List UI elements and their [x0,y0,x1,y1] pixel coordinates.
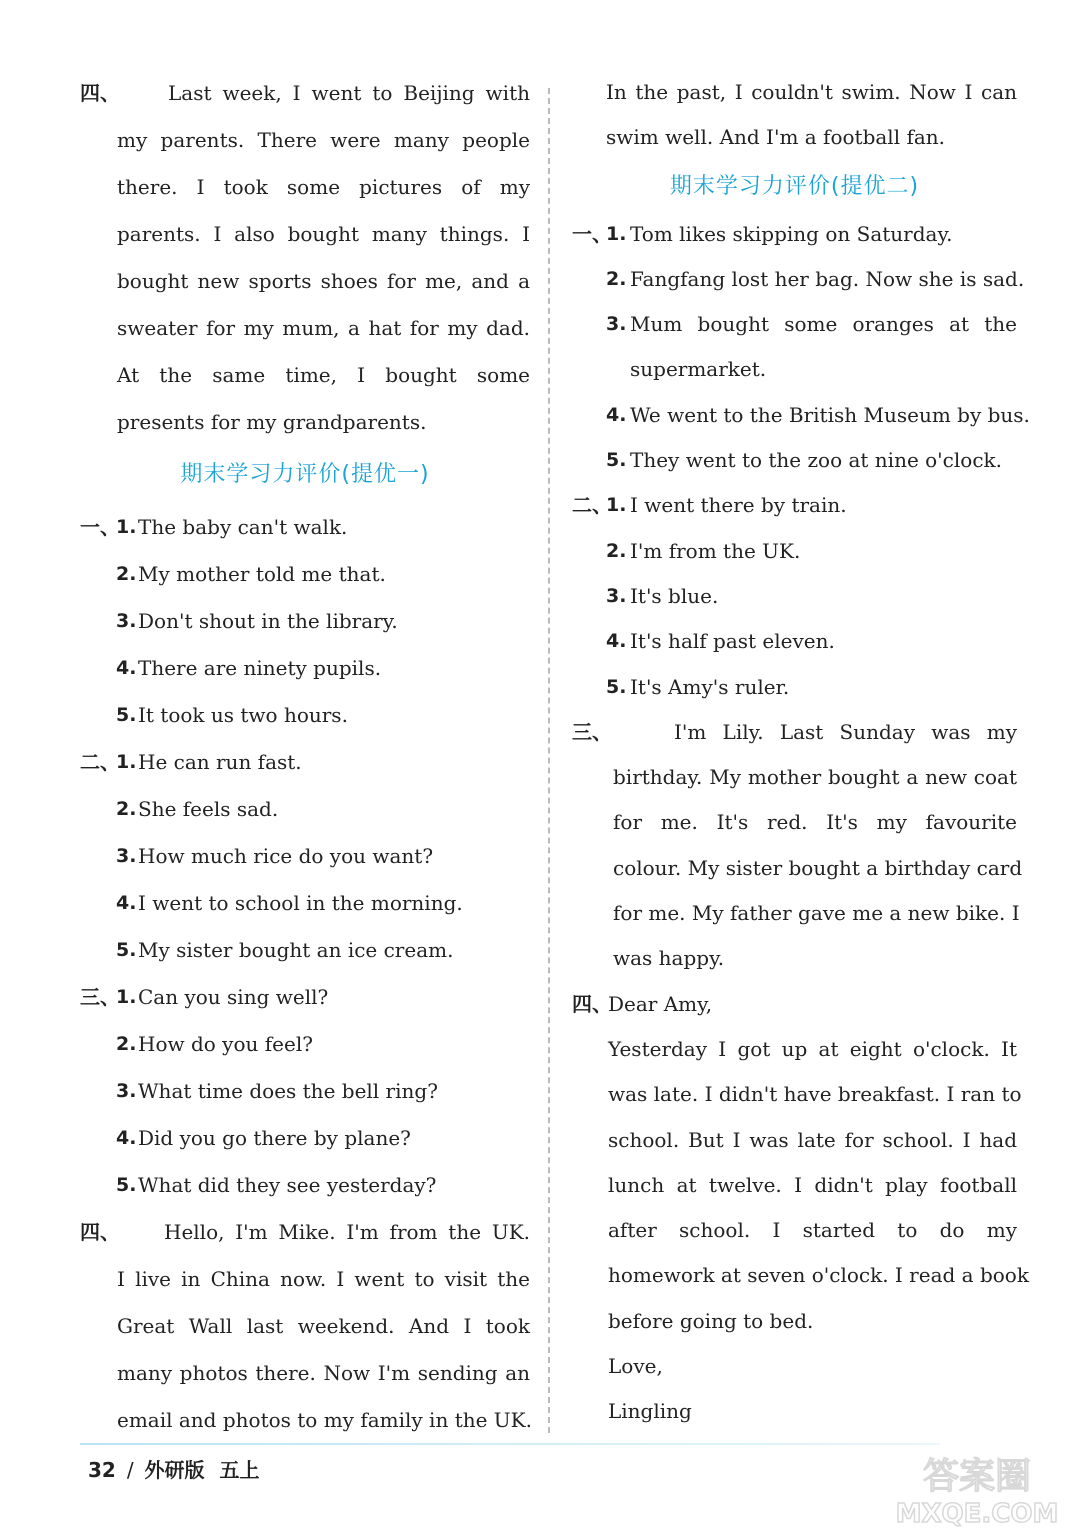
item-number: 4. [116,657,137,679]
answer-text: The baby can't walk. [138,515,348,539]
passage-line: bought new sports shoes for me, and a [117,269,530,293]
answer-text: I went there by train. [630,493,847,518]
passage-line: for me. It's red. It's my favourite [613,810,1017,835]
item-number: 2. [606,539,627,562]
item-number: 5. [116,704,137,726]
page-number: 32 [88,1458,116,1482]
passage-line: homework at seven o'clock. I read a book [608,1263,1029,1288]
passage-line: I'm Lily. Last Sunday was my [674,719,1017,744]
watermark-bottom-text: MXQE.COM [895,1499,1059,1529]
item-number: 3. [116,845,137,867]
left-section-4 [80,1209,530,1444]
item-number: 2. [116,798,137,820]
page-footer [88,1454,260,1483]
item-number: 5. [116,1174,137,1196]
answer-text: How do you feel? [138,1032,313,1056]
item-number: 3. [606,584,627,607]
item-number: 2. [606,267,627,290]
item-number: 5. [606,449,627,472]
answer-text: Did you go there by plane? [138,1126,411,1150]
right-section-3 [572,710,1023,982]
answer-text: She feels sad. [138,797,279,821]
answer-text: My sister bought an ice cream. [138,938,454,962]
item-number: 2. [116,1033,137,1055]
passage-line: there. I took some pictures of my [117,175,530,199]
letter-signature: Lingling [608,1399,692,1424]
section-marker: 二、 [572,493,612,518]
left-section-3 [80,974,530,1209]
answer-text: Can you sing well? [138,985,329,1009]
answer-text: We went to the British Museum by bus. [630,402,1030,427]
passage-line: lunch at twelve. I didn't play football [608,1172,1017,1197]
item-number: 1. [606,494,627,517]
section-marker: 三、 [572,719,612,744]
passage-line: sweater for my mum, a hat for my dad. [117,316,530,340]
footer-rule [80,1443,940,1445]
item-number: 4. [606,403,627,426]
passage-line: colour. My sister bought a birthday card [613,855,1023,880]
answer-text: Fangfang lost her bag. Now she is sad. [630,266,1025,291]
left-column [80,70,530,1444]
section-heading: 期末学习力评价(提优一) [180,462,430,487]
passage-line: was happy. [613,946,725,971]
section-marker: 二、 [80,750,120,774]
item-number: 5. [116,939,137,961]
answer-text: It's half past eleven. [630,629,835,654]
passage-line: At the same time, I bought some [117,363,530,387]
passage-line: was late. I didn't have breakfast. I ran to [608,1082,1022,1107]
section-marker: 四、 [572,991,612,1016]
passage-line: In the past, I couldn't swim. Now I can [606,80,1017,104]
answer-text: I'm from the UK. [630,538,801,563]
answer-text: There are ninety pupils. [138,656,382,680]
right-column [572,70,1030,1435]
edition-label: 外研版 [144,1458,205,1482]
left-section-1 [80,504,530,739]
passage-line: many photos there. Now I'm sending an [117,1361,530,1385]
left-part4-top [80,70,530,446]
passage-line: school. But I was late for school. I had [608,1127,1017,1152]
item-number: 3. [116,610,137,632]
passage-line: birthday. My mother bought a new coat [613,765,1017,790]
passage-line: for me. My father gave me a new bike. I [613,901,1020,926]
watermark-top-text: 答案圈 [922,1456,1032,1497]
passage-line: my parents. There were many people [117,128,530,152]
item-number: 4. [116,892,137,914]
left-section-2 [80,739,530,974]
answer-text: What time does the bell ring? [138,1079,438,1103]
item-number: 1. [116,516,137,538]
column-divider [548,88,550,1433]
answer-text: What did they see yesterday? [138,1173,437,1197]
answer-text: I went to school in the morning. [138,891,463,915]
section-marker: 一、 [80,515,120,539]
right-section-4 [572,982,1029,1435]
answer-text: It took us two hours. [138,703,348,727]
passage-line: Last week, I went to Beijing with [168,81,530,105]
passage-line: parents. I also bought many things. I [117,222,530,246]
answer-text: Don't shout in the library. [138,609,398,633]
section-marker: 一、 [572,221,612,246]
section-heading: 期末学习力评价(提优二) [669,173,920,199]
item-number: 2. [116,563,137,585]
answer-text: It's Amy's ruler. [630,674,790,699]
item-number: 5. [606,675,627,698]
passage-line: Great Wall last weekend. And I took [117,1314,530,1338]
grade-label: 五上 [219,1458,260,1482]
section-marker: 四、 [80,1220,120,1244]
right-section-1 [572,212,1030,484]
item-number: 3. [116,1080,137,1102]
section-marker: 三、 [80,985,120,1009]
letter-closing: Love, [608,1354,663,1379]
item-number: 4. [116,1127,137,1149]
right-section-2 [572,483,1017,709]
watermark-logo [892,1446,1062,1530]
answer-text: They went to the zoo at nine o'clock. [630,448,1002,473]
item-number: 1. [116,986,137,1008]
answer-text: supermarket. [630,357,767,382]
item-number: 1. [606,222,627,245]
footer-separator: / [126,1458,134,1482]
passage-line: email and photos to my family in the UK. [117,1408,532,1432]
passage-line: Hello, I'm Mike. I'm from the UK. [164,1220,530,1244]
passage-line: presents for my grandparents. [117,410,427,434]
letter-greeting: Dear Amy, [608,991,713,1016]
passage-line: after school. I started to do my [608,1218,1017,1243]
answer-text: How much rice do you want? [138,844,434,868]
passage-line: Yesterday I got up at eight o'clock. It [608,1036,1017,1061]
answer-text: He can run fast. [138,750,302,774]
answer-text: It's blue. [630,583,719,608]
answer-text: Tom likes skipping on Saturday. [630,221,953,246]
item-number: 3. [606,313,627,336]
item-number: 1. [116,751,137,773]
passage-line: swim well. And I'm a football fan. [606,125,946,150]
answer-text: My mother told me that. [138,562,386,586]
item-number: 4. [606,630,627,653]
section-marker: 四、 [80,81,120,105]
passage-line: before going to bed. [608,1308,814,1333]
passage-line: I live in China now. I went to visit the [117,1267,530,1291]
answer-text: Mum bought some oranges at the [630,312,1017,337]
